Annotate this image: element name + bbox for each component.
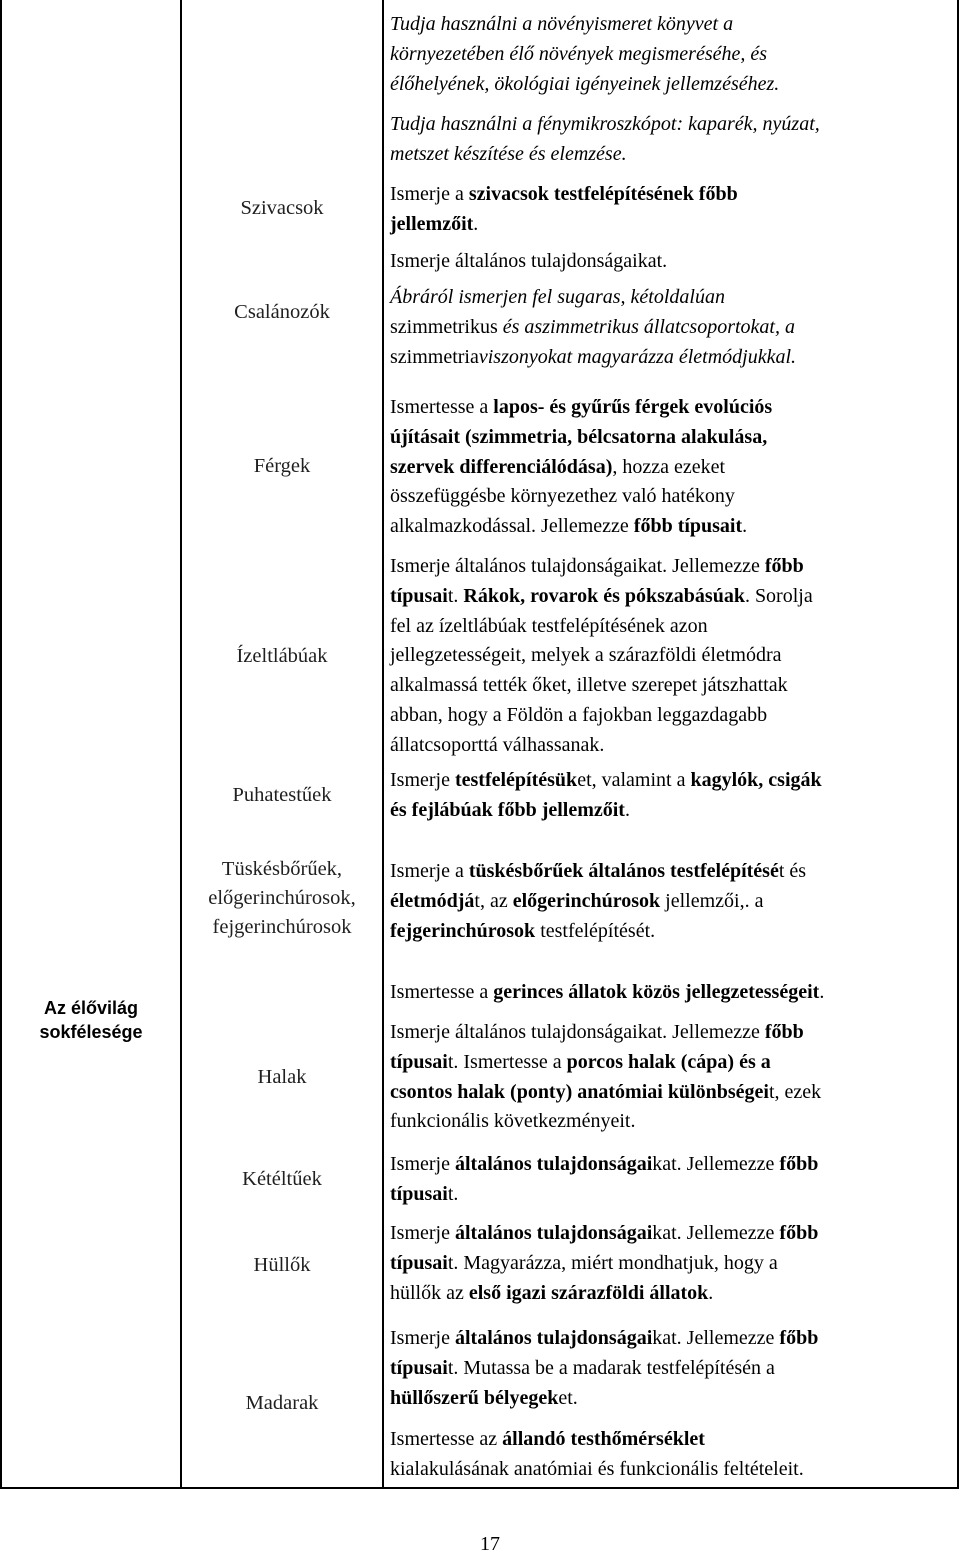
bold-run: porcos halak (cápa) és a: [566, 1050, 771, 1073]
requirement-14: [390, 1324, 955, 1413]
requirement-13: [390, 1219, 955, 1308]
text-run: Ismerje: [390, 1222, 455, 1244]
category-fergek: Férgek: [253, 455, 311, 477]
text-run: szimmetrikus: [390, 315, 498, 338]
requirement-5-line3: [390, 343, 955, 373]
bold-run: típusai: [390, 584, 448, 607]
text-run: Ismerje általános tulajdonságaikat.: [390, 250, 668, 272]
bold-run: főbb: [779, 1327, 819, 1349]
text-run: Ismerje általános tulajdonságaikat. Jellemezze: [390, 1021, 765, 1043]
bold-run: csontos halak (ponty) anatómiai különbségei: [390, 1080, 769, 1103]
bold-run: általános tulajdonságai: [454, 1153, 653, 1175]
requirement-11: [390, 1018, 955, 1137]
text-run: fel az ízeltlábúak testfelépítésének azon: [390, 614, 708, 637]
requirement-3: [390, 180, 955, 240]
table-border-left: [0, 0, 2, 1489]
category-tuskesboruek-line1: Tüskésbőrűek,: [221, 858, 343, 880]
bold-run: főbb: [779, 1222, 819, 1244]
text-run: Ismertesse a: [390, 396, 494, 418]
text-run: Ismerje: [390, 1327, 455, 1349]
category-csalanozok: Csalánozók: [234, 301, 330, 323]
text-run: állatcsoporttá válhassanak.: [390, 733, 605, 756]
table-border-right: [957, 0, 959, 1489]
italic-run: viszonyokat magyarázza életmódjukkal.: [478, 345, 797, 368]
text-run: et, valamint a: [577, 769, 691, 791]
category-puhatestuek: Puhatestűek: [232, 784, 332, 806]
text-run: t, az: [474, 889, 513, 912]
text-run: t. Magyarázza, miért mondhatjuk, hogy a: [447, 1251, 778, 1274]
bold-run: gerinces állatok közös jellegzetességeit: [493, 981, 820, 1003]
text-run: alkalmassá tették őket, illetve szerepet játszhattak: [390, 674, 788, 697]
text-run: t.: [447, 1182, 459, 1205]
text-run: Ismerje általános tulajdonságaikat. Jellemezze: [390, 555, 765, 577]
text-run: .: [742, 515, 748, 538]
requirement-2: [390, 110, 955, 170]
bold-run: szivacsok testfelépítésének főbb: [468, 183, 738, 205]
text-run: kat. Jellemezze: [652, 1222, 780, 1244]
bold-run: főbb: [764, 555, 804, 577]
requirement-1: [390, 10, 955, 99]
text-run: funkcionális következményeit.: [390, 1110, 636, 1133]
category-fejgerinchurosok: fejgerinchúrosok: [212, 916, 352, 938]
requirement-5-line1: Ábráról ismerjen fel sugaras, kétoldalúan: [390, 286, 725, 308]
bold-run: általános tulajdonságai: [454, 1222, 653, 1244]
bold-run: első igazi szárazföldi állatok: [468, 1281, 709, 1304]
bold-run: főbb: [764, 1021, 804, 1043]
text-run: .: [708, 1281, 714, 1304]
requirement-15: [390, 1425, 955, 1485]
text-run: .: [624, 798, 630, 821]
requirement-12: [390, 1150, 955, 1210]
text-run: et.: [558, 1386, 578, 1409]
bold-run: típusai: [390, 1050, 448, 1073]
text-run: , hozza ezeket: [612, 455, 726, 478]
requirement-5: [390, 283, 955, 372]
text-run: t. Ismertesse a: [447, 1050, 567, 1073]
requirement-10: [390, 978, 955, 1008]
category-halak: Halak: [257, 1066, 307, 1088]
text-run: . Sorolja: [744, 584, 813, 607]
category-tuskesboruek: [182, 855, 382, 942]
requirement-5-line2: [390, 313, 955, 343]
table-divider-category: [382, 0, 384, 1489]
category-elogerinchurosok: előgerinchúrosok,: [208, 887, 356, 909]
category-izeltlabuak: Ízeltlábúak: [236, 645, 328, 667]
category-madarak: Madarak: [245, 1392, 319, 1414]
requirement-6: [390, 393, 955, 542]
text-run: alkalmazkodással. Jellemezze: [390, 515, 634, 538]
text-run: kat. Jellemezze: [652, 1327, 780, 1349]
text-run: t és: [778, 860, 807, 882]
page-number: 17: [480, 1533, 500, 1555]
requirement-4: [390, 247, 955, 277]
text-run: jellemzői,. a: [660, 889, 764, 912]
requirement-2-line2: metszet készítése és elemzése.: [390, 142, 627, 165]
text-run: .: [819, 981, 825, 1003]
bold-run: hüllőszerű bélyegek: [390, 1386, 559, 1409]
bold-run: újításait (szimmetria, bélcsatorna alakulása,: [390, 425, 768, 448]
text-run: Ismertesse az: [390, 1428, 503, 1450]
requirement-1-line3: élőhelyének, ökológiai igényeinek jellemzéséhez.: [390, 72, 780, 95]
bold-run: típusai: [390, 1251, 448, 1274]
bold-run: lapos- és gyűrűs férgek evolúciós: [493, 396, 773, 418]
text-run: t.: [447, 584, 464, 607]
text-run: Ismerje a: [390, 860, 469, 882]
bold-run: és fejlábúak főbb jellemzőit: [390, 798, 625, 821]
text-run: abban, hogy a Földön a fajokban leggazdagabb: [390, 703, 768, 726]
bold-run: tüskésbőrűek általános testfelépítésé: [468, 860, 779, 882]
bold-run: Rákok, rovarok és pókszabásúak: [463, 584, 745, 607]
text-run: Ismerje: [390, 769, 455, 791]
text-run: Ismerje a: [390, 183, 469, 205]
requirement-7: [390, 552, 955, 761]
text-run: t, ezek: [768, 1080, 822, 1103]
bold-run: testfelépítésük: [454, 769, 578, 791]
bold-run: előgerinchúrosok: [512, 889, 661, 912]
bold-run: szervek differenciálódása): [390, 455, 613, 478]
bold-run: állandó testhőmérséklet: [502, 1428, 705, 1450]
bold-run: főbb típusait: [633, 515, 743, 538]
text-run: Ismerje: [390, 1153, 455, 1175]
text-run: jellegzetességeit, melyek a szárazföldi életmódra: [390, 644, 782, 667]
text-run: kialakulásának anatómiai és funkcionális feltételeit.: [390, 1457, 804, 1480]
bold-run: általános tulajdonságai: [454, 1327, 653, 1349]
bold-run: típusai: [390, 1356, 448, 1379]
bold-run: fejgerinchúrosok: [390, 919, 536, 942]
text-run: testfelépítését.: [535, 919, 656, 942]
bold-run: típusai: [390, 1182, 448, 1205]
table-border-bottom: [0, 1487, 959, 1489]
requirement-1-line2: környezetében élő növények megismeréséhe, és: [390, 42, 768, 65]
section-label: Az élővilág sokfélesége: [39, 998, 143, 1042]
italic-run: és aszimmetrikus állatcsoportokat, a: [497, 315, 795, 338]
text-run: kat. Jellemezze: [652, 1153, 780, 1175]
bold-run: főbb: [779, 1153, 819, 1175]
text-run: Ismertesse a: [390, 981, 494, 1003]
text-run: szimmetria: [390, 345, 479, 368]
requirement-8: [390, 766, 955, 826]
text-run: összefüggésbe környezethez való hatékony: [390, 485, 735, 508]
bold-run: életmódjá: [390, 889, 475, 912]
bold-run: kagylók, csigák: [690, 769, 822, 791]
requirement-2-line1: Tudja használni a fénymikroszkópot: kaparék, nyúzat,: [390, 113, 820, 135]
text-run: .: [473, 212, 479, 235]
bold-run: jellemzőit: [390, 212, 474, 235]
category-keteltuek: Kétéltűek: [242, 1168, 322, 1190]
text-run: hüllők az: [390, 1281, 469, 1304]
requirement-1-line1: Tudja használni a növényismeret könyvet a: [390, 13, 734, 35]
category-hullok: Hüllők: [253, 1254, 311, 1276]
category-szivacsok: Szivacsok: [240, 197, 324, 219]
requirement-9: [390, 857, 955, 946]
text-run: t. Mutassa be a madarak testfelépítésén a: [447, 1356, 775, 1379]
